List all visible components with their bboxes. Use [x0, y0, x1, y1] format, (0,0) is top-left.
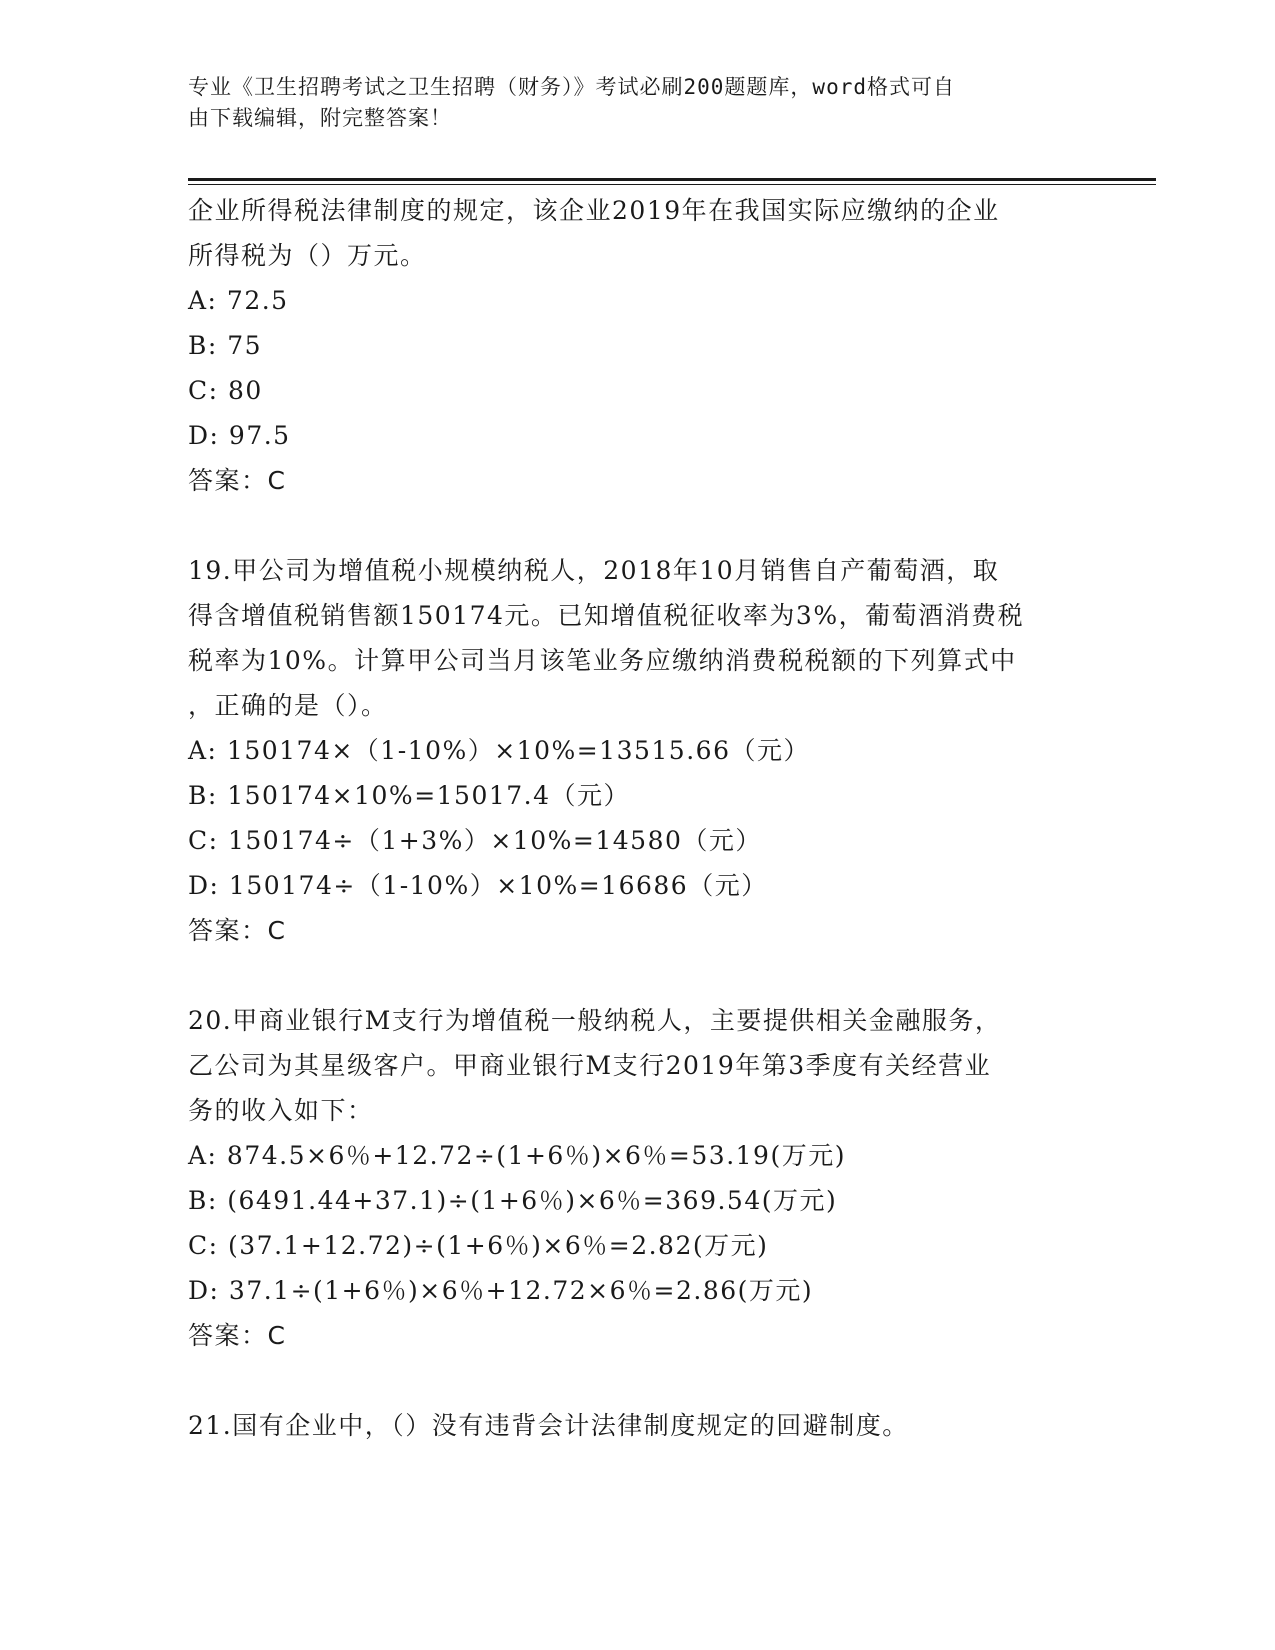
question-19-option-d: D: 150174÷（1-10%）×10%=16686（元） [188, 871, 768, 900]
question-20-option-a: A: 874.5×6％+12.72÷(1+6％)×6％=53.19(万元) [188, 1141, 846, 1170]
question-18-text-line-1: 企业所得税法律制度的规定，该企业2019年在我国实际应缴纳的企业 [188, 196, 1000, 225]
question-19-option-a: A: 150174×（1-10%）×10%=13515.66（元） [188, 736, 810, 765]
question-20-answer: 答案：C [188, 1321, 287, 1350]
question-19 [188, 548, 1088, 953]
question-18-text-line-2: 所得税为（）万元。 [188, 241, 427, 270]
question-19-text-line-3: 税率为10%。计算甲公司当月该笔业务应缴纳消费税税额的下列算式中 [188, 646, 1017, 675]
question-20-text-line-3: 务的收入如下： [188, 1096, 374, 1125]
question-18-option-b: B: 75 [188, 331, 263, 360]
question-20-option-b: B: (6491.44+37.1)÷(1+6％)×6％=369.54(万元) [188, 1186, 838, 1215]
header-rule-thick [188, 178, 1156, 181]
question-20-option-c: C: (37.1+12.72)÷(1+6％)×6％=2.82(万元) [188, 1231, 769, 1260]
question-20 [188, 998, 1088, 1358]
question-20-option-d: D: 37.1÷(1+6％)×6％+12.72×6％=2.86(万元) [188, 1276, 814, 1305]
question-21-text-line-1: 21.国有企业中，（）没有违背会计法律制度规定的回避制度。 [188, 1411, 909, 1440]
question-18-option-c: C: 80 [188, 376, 263, 405]
question-18-answer: 答案：C [188, 466, 287, 495]
document-header [188, 72, 1068, 134]
question-21 [188, 1403, 1088, 1448]
question-18-option-d: D: 97.5 [188, 421, 291, 450]
question-19-text-line-2: 得含增值税销售额150174元。已知增值税征收率为3%，葡萄酒消费税 [188, 601, 1025, 630]
question-19-option-b: B: 150174×10%=15017.4（元） [188, 781, 631, 810]
question-19-text-line-1: 19.甲公司为增值税小规模纳税人，2018年10月销售自产葡萄酒，取 [188, 556, 1000, 585]
spacer [188, 1358, 1088, 1403]
header-rule-thin [188, 184, 1156, 185]
question-19-text-line-4: ，正确的是（）。 [188, 691, 388, 720]
question-18-option-a: A: 72.5 [188, 286, 289, 315]
question-19-answer: 答案：C [188, 916, 287, 945]
header-line-1: 专业《卫生招聘考试之卫生招聘（财务）》考试必刷200题题库，word格式可自 [188, 75, 955, 99]
spacer [188, 953, 1088, 998]
question-18 [188, 188, 1088, 503]
question-20-text-line-2: 乙公司为其星级客户。甲商业银行M支行2019年第3季度有关经营业 [188, 1051, 992, 1080]
spacer [188, 503, 1088, 548]
header-line-2: 由下载编辑，附完整答案！ [188, 106, 452, 130]
document-body [188, 188, 1088, 1448]
question-20-text-line-1: 20.甲商业银行M支行为增值税一般纳税人，主要提供相关金融服务， [188, 1006, 1002, 1035]
question-19-option-c: C: 150174÷（1+3%）×10%=14580（元） [188, 826, 762, 855]
